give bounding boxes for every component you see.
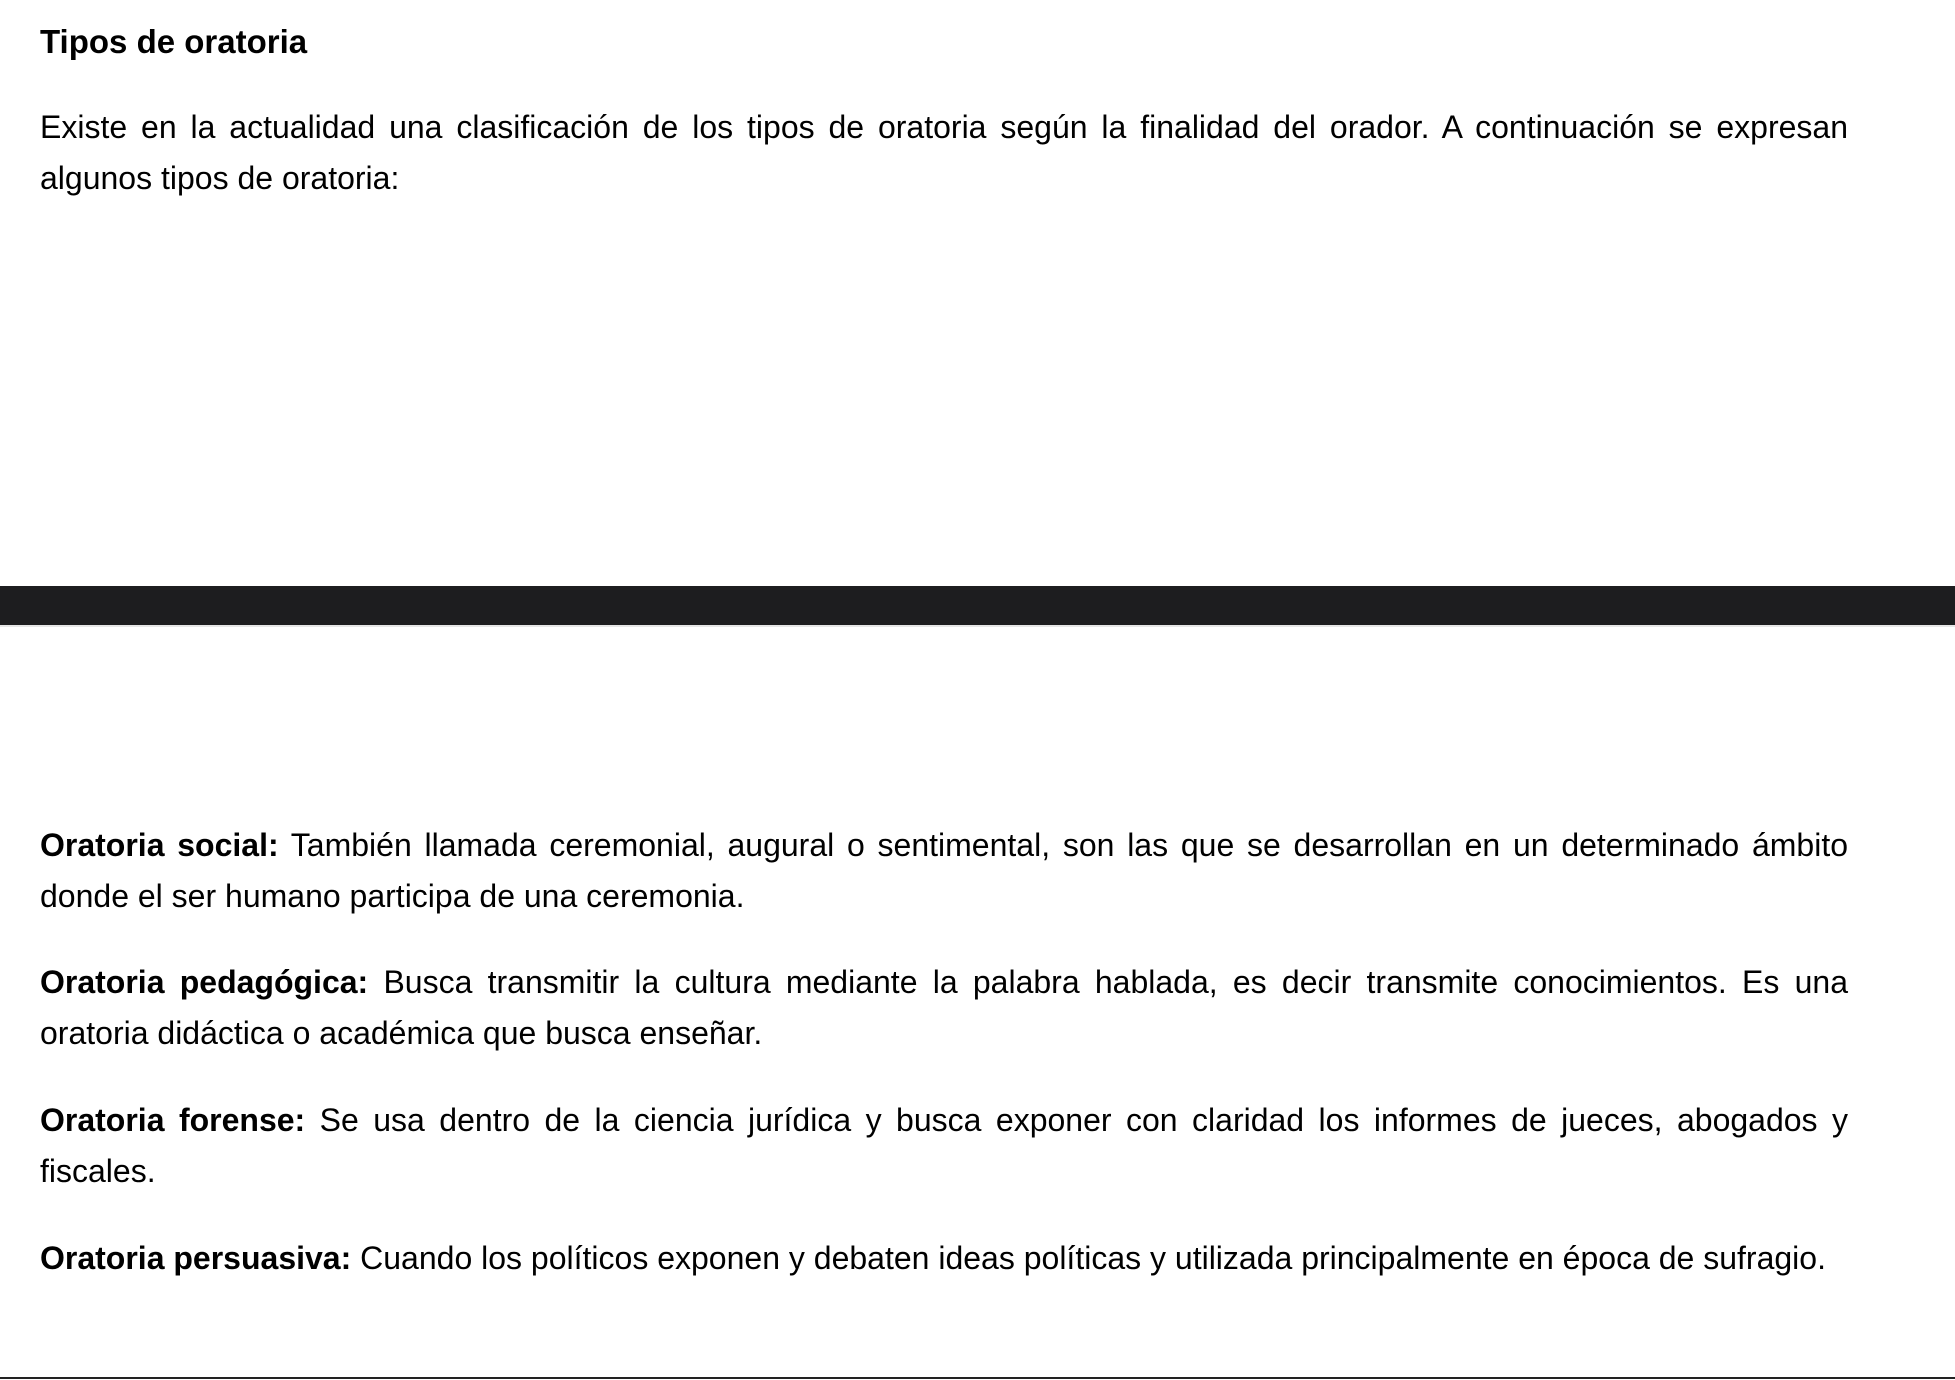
page-title: Tipos de oratoria	[40, 23, 308, 60]
item-description: También llamada ceremonial, augural o sentimental, son las que se desarrollan en un determinado ámbito donde el ser humano participa de una ceremonia.	[40, 827, 1849, 914]
item-description: Se usa dentro de la ciencia jurídica y busca exponer con claridad los informes de jueces, abogados y fiscales.	[40, 1102, 1849, 1189]
item-term: Oratoria forense:	[40, 1102, 306, 1138]
list-item	[40, 1233, 1848, 1284]
page-bottom-border	[0, 1377, 1955, 1379]
item-term: Oratoria pedagógica:	[40, 964, 369, 1000]
page-break-bar	[0, 586, 1955, 627]
document-page-top	[0, 0, 1955, 586]
list-item	[40, 820, 1848, 922]
item-description: Cuando los políticos exponen y debaten ideas políticas y utilizada principalmente en época de sufragio.	[351, 1240, 1826, 1276]
list-item	[40, 1095, 1848, 1197]
item-term: Oratoria social:	[40, 827, 279, 863]
list-item	[40, 957, 1848, 1059]
intro-paragraph: Existe en la actualidad una clasificación de los tipos de oratoria según la finalidad del orador. A continuación se expresan algunos tipos de oratoria:	[40, 109, 1848, 196]
item-term: Oratoria persuasiva:	[40, 1240, 352, 1276]
item-description: Busca transmitir la cultura mediante la palabra hablada, es decir transmite conocimientos. Es una oratoria didáctica o académica que busca enseñar.	[40, 964, 1849, 1051]
